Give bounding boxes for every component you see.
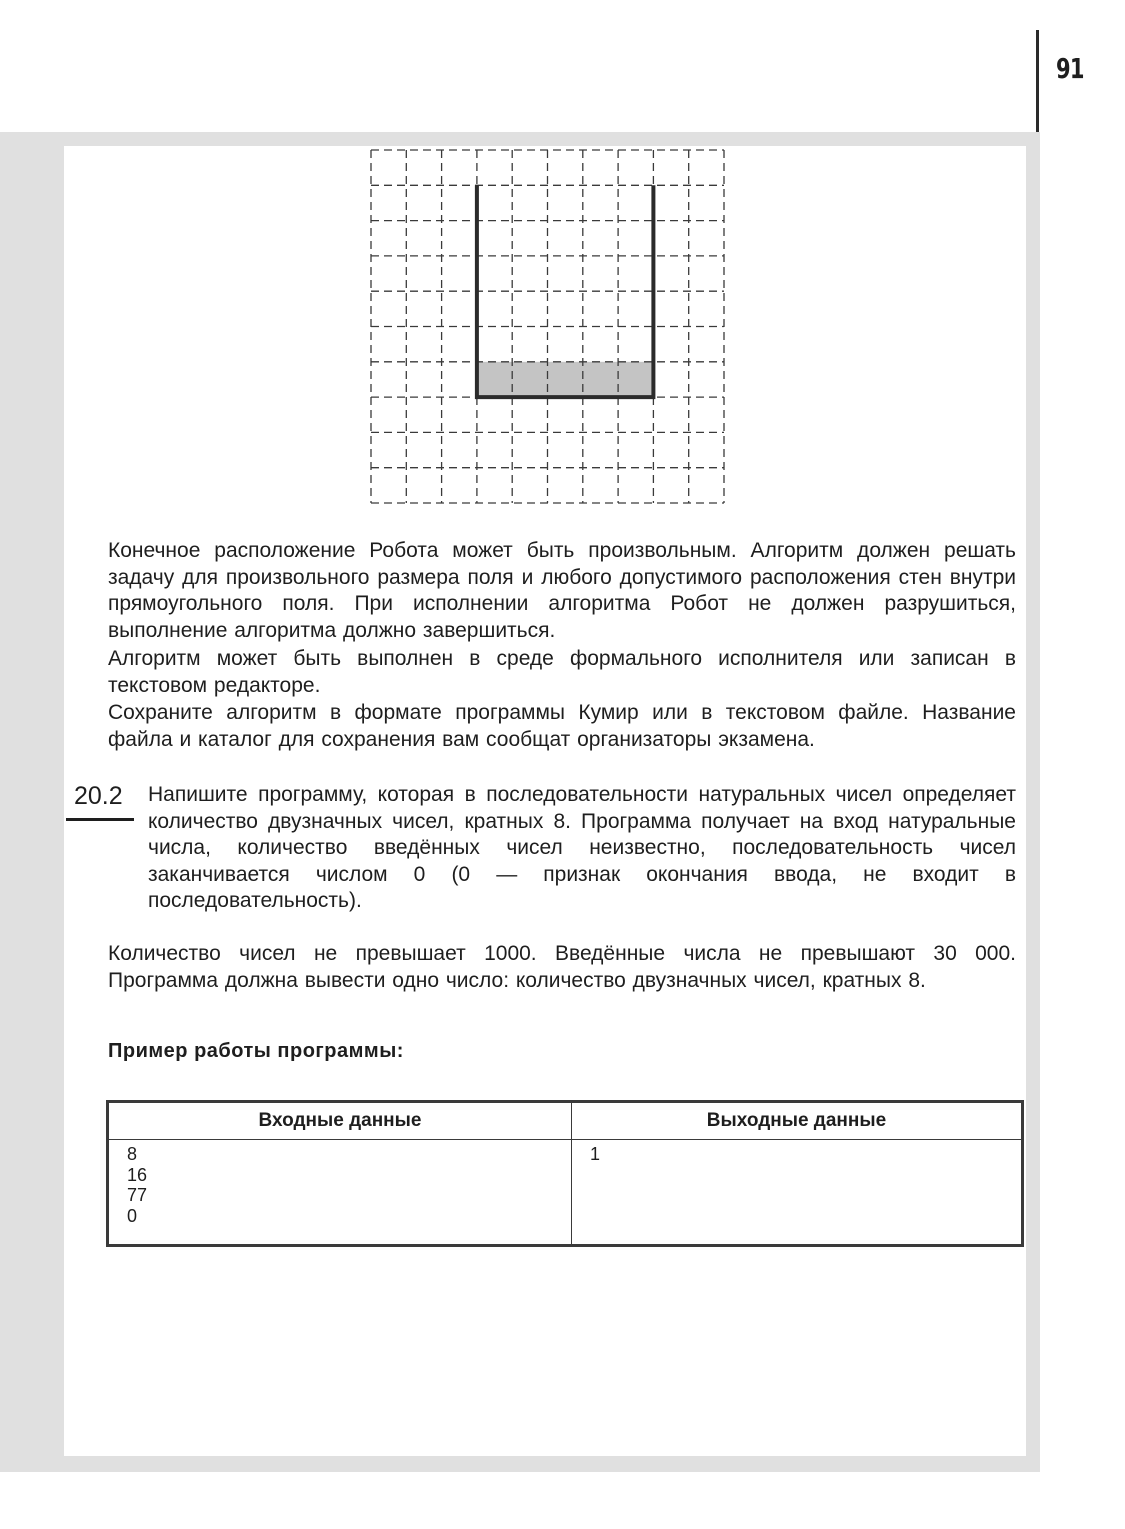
output-cell <box>572 1140 1023 1246</box>
input-line: 16 <box>127 1164 148 1185</box>
robot-field-figure <box>64 146 1026 516</box>
content-panel <box>64 146 1026 1456</box>
input-line: 77 <box>127 1185 148 1205</box>
input-line: 0 <box>127 1205 138 1226</box>
input-line: 8 <box>127 1144 138 1164</box>
shaded-row <box>477 362 654 397</box>
table-header-row <box>108 1102 1023 1140</box>
task-constraints: Количество чисел не превышает 1000. Введённые числа не превышают 30 000. Программа должна вывести одно число: количество двузначных чисел, кратных 8. <box>108 942 1016 992</box>
header-rule <box>1036 30 1039 132</box>
paragraph-final-position: Конечное расположение Робота может быть произвольным. Алгоритм должен решать задачу для произвольного размера поля и любого допустимого расположения стен внутри прямоугольного поля. При исполнении алгоритма Робот не должен разрушиться, выполнение алгоритма должно завершиться. <box>108 539 1016 642</box>
output-column-header: Выходные данные <box>572 1102 1023 1140</box>
table-row <box>108 1140 1023 1246</box>
example-heading: Пример работы программы: <box>108 1040 404 1062</box>
task-number: 20.2 <box>74 782 123 810</box>
paragraph-environment: Алгоритм может быть выполнен в среде формального исполнителя или записан в текстовом редакторе. <box>108 647 1016 697</box>
page-number: 91 <box>1056 52 1084 85</box>
paragraph-save-instructions: Сохраните алгоритм в формате программы Кумир или в текстовом файле. Название файла и каталог для сохранения вам сообщат организаторы экзамена. <box>108 701 1016 751</box>
input-cell <box>108 1140 572 1246</box>
task-number-underline <box>66 818 134 821</box>
input-column-header: Входные данные <box>108 1102 572 1140</box>
grid-lines <box>371 150 724 503</box>
task-statement: Напишите программу, которая в последовательности натуральных чисел определяет количество двузначных чисел, кратных 8. Программа получает на вход натуральные числа, количество введённых чисел неизвестно, последовательность чисел заканчивается числом 0 (0 — признак окончания ввода, не входит в последовательность). <box>148 783 1016 912</box>
output-line: 1 <box>590 1144 601 1164</box>
example-table <box>106 1100 1024 1247</box>
